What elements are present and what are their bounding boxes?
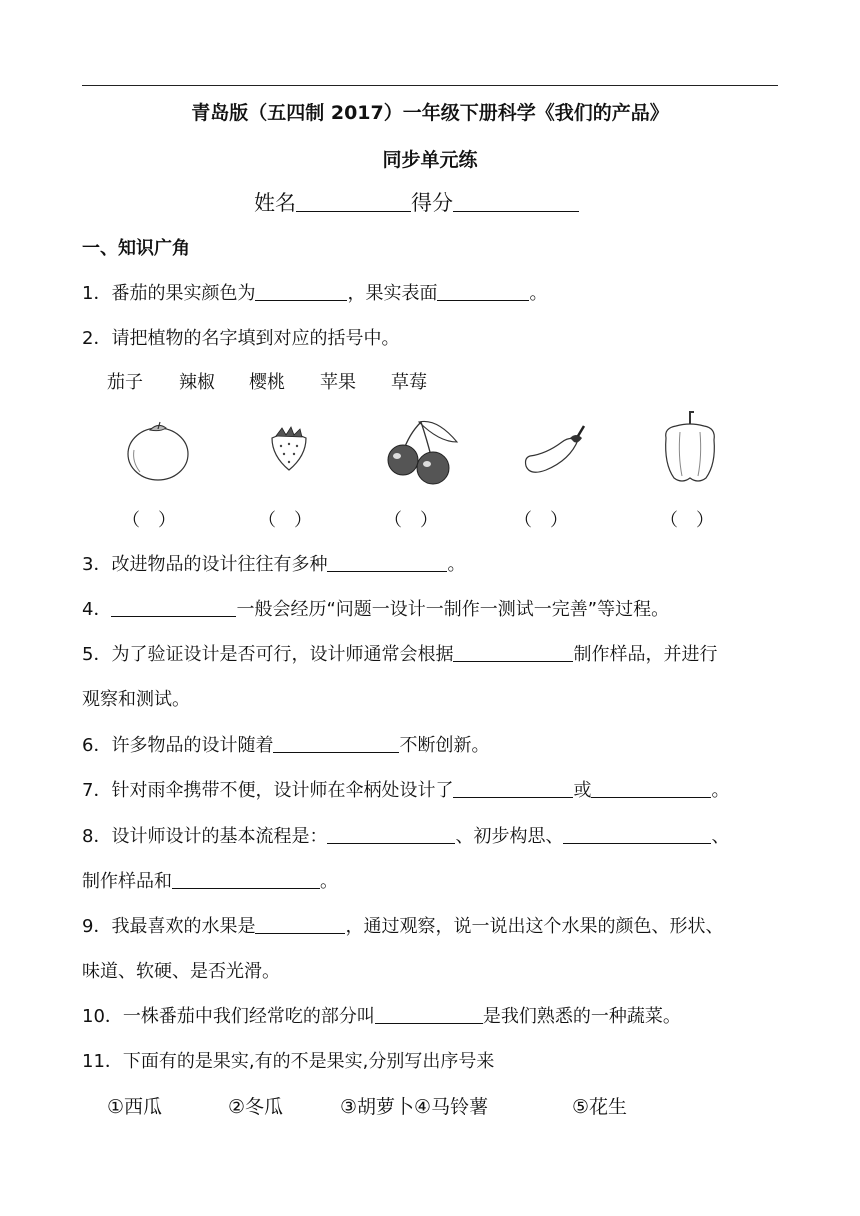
q8-text-c: 、 (711, 826, 730, 847)
q7-text-b: 或 (573, 780, 592, 801)
plant-name-2: 樱桃 (249, 372, 285, 393)
q5-blank[interactable] (453, 643, 573, 662)
page-title: 青岛版（五四制 2017）一年级下册科学《我们的产品》 (191, 102, 669, 124)
question-5 (82, 640, 717, 666)
q6-text-a: 6．许多物品的设计随着 (82, 735, 274, 756)
q1-blank-1[interactable] (255, 282, 347, 301)
name-label: 姓名 (254, 191, 296, 215)
q8-text-a: 8．设计师设计的基本流程是： (82, 826, 328, 847)
plant-name-3: 苹果 (320, 372, 356, 393)
q8-blank-1[interactable] (327, 825, 455, 844)
q4-blank[interactable] (111, 598, 236, 617)
answer-paren-3[interactable]: （ ） (384, 510, 438, 531)
question-5-cont: 观察和测试。 (82, 689, 190, 710)
answer-paren-2[interactable]: （ ） (258, 510, 312, 531)
q7-blank-2[interactable] (591, 779, 711, 798)
q10-blank[interactable] (375, 1005, 483, 1024)
answer-paren-4[interactable]: （ ） (514, 510, 568, 531)
q7-text-c: 。 (711, 780, 730, 801)
q1-text-c: 。 (529, 283, 548, 304)
q1-text-a: 1．番茄的果实颜色为 (82, 283, 256, 304)
q9-text-b: ，通过观察，说一说出这个水果的颜色、形状、 (345, 916, 724, 937)
q8-text-b: 、初步构思、 (455, 826, 564, 847)
q8-text-d: 制作样品和 (82, 871, 172, 892)
plant-name-0: 茄子 (107, 372, 143, 393)
student-info (254, 187, 579, 217)
q11-item-1: ①西瓜 (107, 1096, 163, 1118)
pepper-icon (658, 410, 722, 486)
q4-text-b: 一般会经历“问题一设计一制作一测试一完善”等过程。 (236, 599, 670, 620)
apple-icon (120, 418, 196, 484)
q3-text-b: 。 (447, 554, 466, 575)
q6-text-b: 不断创新。 (399, 735, 490, 756)
answer-paren-5[interactable]: （ ） (660, 510, 714, 531)
q8-blank-3[interactable] (172, 870, 320, 889)
q10-text-a: 10．一株番茄中我们经常吃的部分叫 (82, 1006, 375, 1027)
q6-blank[interactable] (273, 734, 399, 753)
plant-name-1: 辣椒 (179, 372, 215, 393)
q1-text-b: ，果实表面 (347, 283, 438, 304)
q3-blank[interactable] (327, 553, 447, 572)
question-2: 2．请把植物的名字填到对应的括号中。 (82, 328, 400, 349)
answer-paren-1[interactable]: （ ） (122, 510, 176, 531)
q9-text-a: 9．我最喜欢的水果是 (82, 916, 256, 937)
question-9 (82, 912, 723, 938)
question-11: 11．下面有的是果实,有的不是果实,分别写出序号来 (82, 1051, 495, 1072)
page-subtitle: 同步单元练 (382, 149, 478, 171)
score-blank[interactable] (453, 193, 579, 212)
q7-text-a: 7．针对雨伞携带不便，设计师在伞柄处设计了 (82, 780, 454, 801)
question-6 (82, 731, 489, 757)
q10-text-b: 是我们熟悉的一种蔬菜。 (482, 1006, 681, 1027)
q4-text-a: 4． (82, 599, 112, 620)
question-1 (82, 279, 547, 305)
q1-blank-2[interactable] (437, 282, 529, 301)
q11-item-4: ⑤花生 (572, 1096, 628, 1118)
question-8-cont (82, 867, 338, 893)
q11-item-3: ③胡萝卜④马铃薯 (340, 1096, 489, 1118)
strawberry-icon (266, 424, 312, 474)
eggplant-icon (520, 420, 590, 478)
name-blank[interactable] (296, 193, 411, 212)
cherry-icon (383, 414, 463, 486)
section-heading: 一、知识广角 (82, 238, 190, 259)
question-3 (82, 550, 465, 576)
score-label: 得分 (411, 191, 453, 215)
plant-name-4: 草莓 (391, 372, 427, 393)
q8-text-e: 。 (320, 871, 338, 892)
q5-text-a: 5．为了验证设计是否可行，设计师通常会根据 (82, 644, 454, 665)
question-9-cont: 味道、软硬、是否光滑。 (82, 961, 280, 982)
question-7 (82, 776, 729, 802)
q3-text-a: 3．改进物品的设计往往有多种 (82, 554, 328, 575)
q8-blank-2[interactable] (563, 825, 711, 844)
question-10 (82, 1002, 681, 1028)
question-8 (82, 822, 729, 848)
q5-text-b: 制作样品，并进行 (573, 644, 718, 665)
q9-blank[interactable] (255, 915, 345, 934)
q7-blank-1[interactable] (453, 779, 573, 798)
question-4 (82, 595, 669, 621)
header-rule (82, 85, 778, 86)
q11-item-2: ②冬瓜 (228, 1096, 284, 1118)
